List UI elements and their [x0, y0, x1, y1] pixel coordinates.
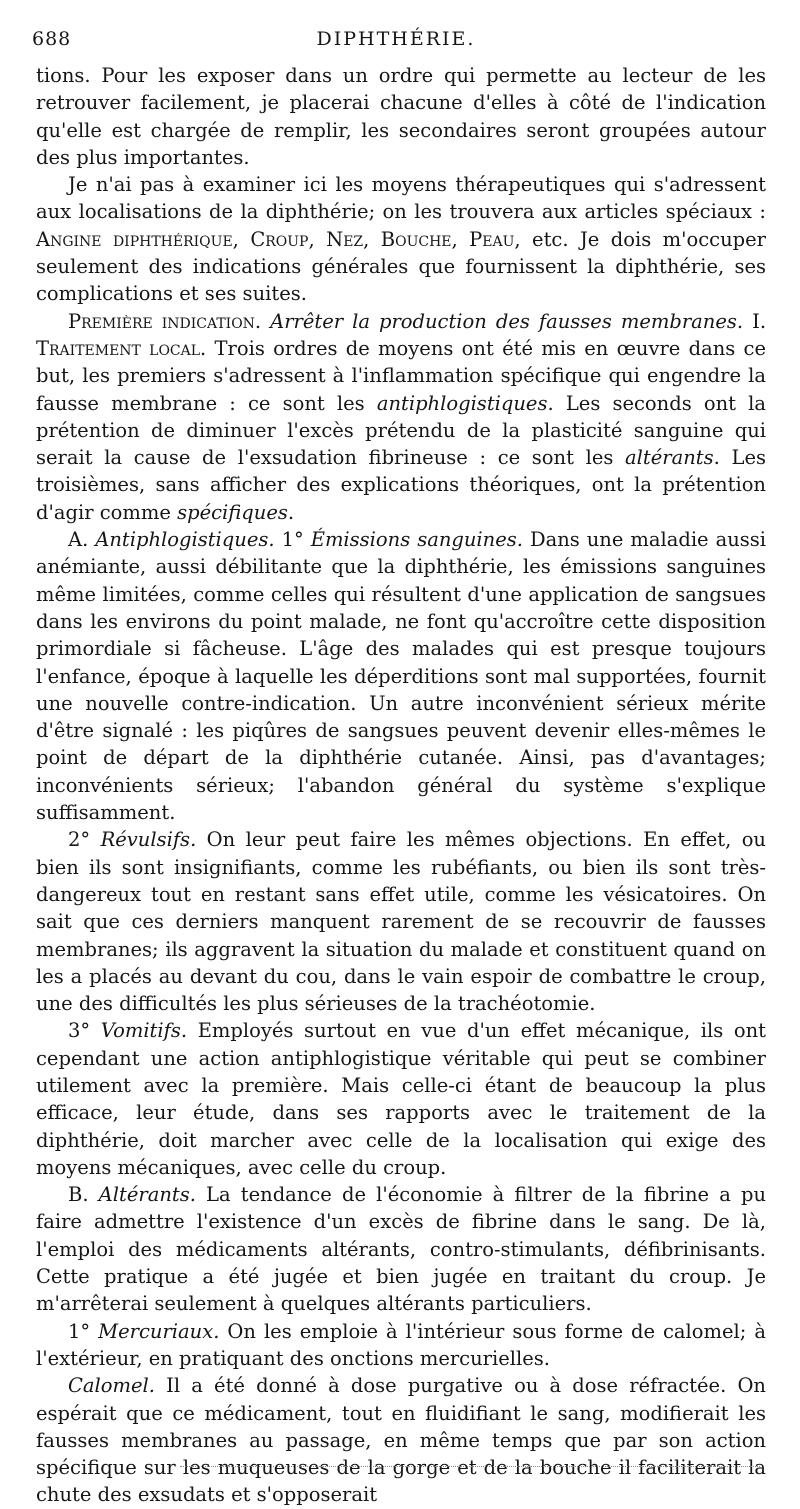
paragraph-7	[36, 1181, 766, 1317]
p6-italic-1: Vomitifs.	[100, 1019, 188, 1043]
p6-text-b: Employés surtout en vue d'un effet mécanique, ils ont cependant une action antiphlogistique véritable qui peut se combiner utilement avec la première. Mais celle-ci étant de beaucoup la plus efficace, leur étude, dans ses rapports avec le traitement de la diphthérie, doit marcher avec celle de la localisation qui exige des moyens mécaniques, avec celle du croup.	[36, 1019, 767, 1179]
p1-text: tions. Pour les exposer dans un ordre qui permette au lecteur de les retrouver facilement, je placerai chacune d'elles à côté de l'indication qu'elle est chargée de remplir, les secondaires seront groupées autour des plus importantes.	[36, 64, 766, 169]
paragraph-2	[36, 171, 766, 307]
p3-italic-1: Arrêter la production des fausses membranes.	[270, 309, 744, 333]
paragraph-8	[36, 1318, 766, 1373]
p2-text-f: , etc. Je dois m'occuper seulement des indications générales que fournissent la diphthérie, ses complications et ses suites.	[36, 227, 767, 306]
p4-italic-1: Antiphlogistiques.	[95, 528, 275, 552]
paragraph-6	[36, 1017, 766, 1181]
p9-italic-1: Calomel.	[68, 1374, 155, 1398]
p7-italic-1: Altérants.	[98, 1183, 196, 1207]
p7-text-b: La tendance de l'économie à filtrer de la fibrine a pu faire admettre l'existence d'un excès de fibrine dans le sang. De là, l'emploi des médicaments altérants, contro-stimulants, défibrinisants. Cette pratique a été jugée et bien jugée en traitant du croup. Je m'arrêterai seulement à quelques altérants particuliers.	[36, 1183, 767, 1316]
paragraph-1	[36, 62, 766, 171]
p7-text-a: B.	[68, 1183, 99, 1207]
p2-smallcaps-4: Bouche	[380, 227, 452, 251]
p2-smallcaps-3: Nez	[326, 227, 364, 251]
running-title: DIPHTHÉRIE.	[316, 28, 476, 50]
p3-italic-3: altérants	[625, 446, 714, 470]
paragraph-3	[36, 308, 766, 526]
p3-text-c: . Les seconds ont la prétention de diminuer l'excès prétendu de la plasticité sanguine qui serait la cause de l'exsudation fibrineuse : ce sont les	[36, 391, 766, 470]
page-number: 688	[32, 28, 72, 50]
p2-text-b: ,	[232, 227, 251, 251]
p5-italic-1: Révulsifs.	[100, 828, 197, 852]
p8-text-b: On les emploie à l'intérieur sous forme de calomel; à l'extérieur, en pratiquant des onctions mercurielles.	[36, 1319, 766, 1370]
section-heading-local-treatment: Traitement local.	[36, 336, 207, 360]
page-header	[32, 28, 760, 58]
p3-text-d: . Les troisièmes, sans afficher des explications théoriques, ont la prétention d'agir comme	[36, 446, 766, 524]
paragraph-5	[36, 826, 766, 1017]
p9-text-b: Il a été donné à dose purgative ou à dose réfractée. On espérait que ce médicament, tout en fluidifiant le sang, modifierait les fausses membranes au passage, en même temps que par son action spécifique sur les muqueuses de la gorge et de la bouche il faciliterait la chute des exsudats et s'opposerait	[36, 1374, 766, 1507]
p3-italic-2: antiphlogistiques	[376, 391, 548, 415]
p2-smallcaps-2: Croup	[250, 227, 309, 251]
p3-text-e: .	[287, 500, 295, 524]
p2-text-d: ,	[363, 227, 381, 251]
p2-smallcaps-1: Angine diphthérique	[36, 227, 233, 251]
p4-text-c: Dans une maladie aussi anémiante, aussi débilitante que la diphthérie, les émissions sanguines même limitées, comme celles qui résultent d'une application de sangsues dans les environs du point malade, ne font qu'accroître cette disposition primordiale si fâcheuse. L'âge des malades qui est presque toujours l'enfance, époque à laquelle les déperditions sont mal supportées, fournit une nouvelle contre-indication. Un autre inconvénient sérieux mérite d'être signalé : les piqûres de sangsues peuvent devenir elles-mêmes le point de départ de la diphthérie cutanée. Ainsi, pas d'avantages; inconvénients sérieux; l'abandon général du système s'explique suffisamment.	[36, 528, 767, 825]
p8-text-a: 1°	[68, 1319, 99, 1343]
p3-italic-4: spécifiques	[177, 500, 288, 524]
bottom-bleed-through-line	[180, 1466, 760, 1467]
p5-text-b: On leur peut faire les mêmes objections. En effet, ou bien ils sont insignifiants, comme les rubéfiants, ou bien ils sont très-dangereux tout en restant sans effet utile, comme les vésicatoires. On sait que ces derniers manquent rarement de se recouvrir de fausses membranes; ils aggravent la situation du malade et constituent quand on les a placés au devant du cou, dans le vain espoir de combattre le croup, une des difficultés les plus sérieuses de la trachéotomie.	[36, 828, 766, 1016]
paragraph-4	[36, 526, 766, 826]
p8-italic-1: Mercuriaux.	[98, 1319, 220, 1343]
p2-smallcaps-5: Peau	[469, 227, 515, 251]
p3-text-a: I.	[743, 309, 767, 333]
p3-text-b: Trois ordres de moyens ont été mis en œuvre dans ce but, les premiers s'adressent à l'inflammation spécifique qui engendre la fausse membrane : ce sont les	[36, 336, 766, 415]
p4-italic-2: Émissions sanguines.	[310, 528, 523, 552]
paragraph-9	[36, 1372, 766, 1508]
p4-text-b: 1°	[274, 528, 311, 552]
section-heading-first-indication: Première indication.	[68, 309, 262, 333]
p2-text-e: ,	[451, 227, 470, 251]
p4-text-a: A.	[68, 528, 96, 552]
p2-text-a: Je n'ai pas à examiner ici les moyens thérapeutiques qui s'adressent aux localisations de la diphthérie; on les trouvera aux articles spéciaux :	[36, 173, 766, 224]
body-text	[36, 62, 766, 1509]
p2-text-c: ,	[308, 227, 327, 251]
p6-text-a: 3°	[68, 1019, 101, 1043]
p5-text-a: 2°	[68, 828, 101, 852]
